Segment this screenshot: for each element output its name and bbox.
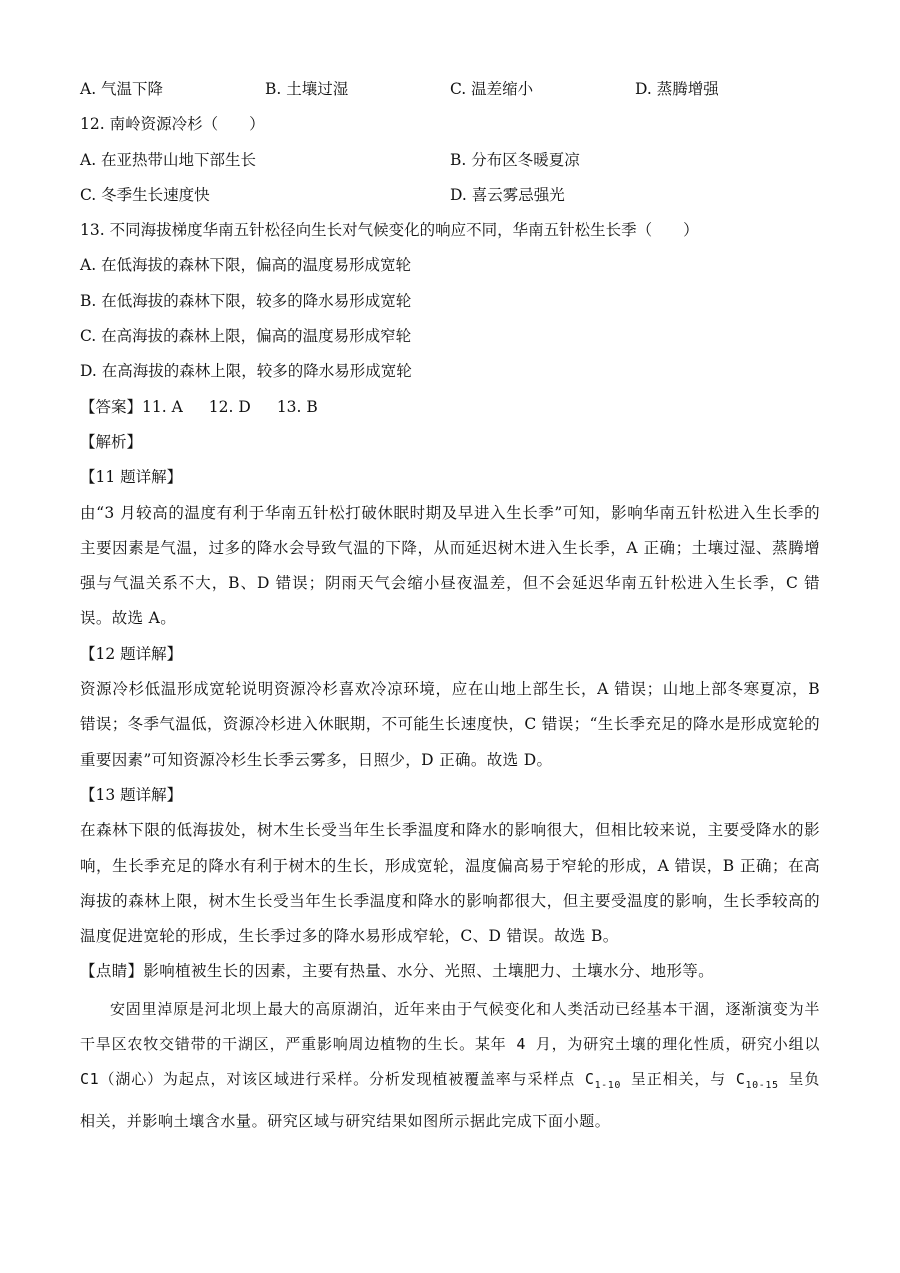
- q12-option-a[interactable]: A. 在亚热带山地下部生长: [80, 150, 257, 169]
- passage-part-1: 安固里淖原是河北坝上最大的高原湖泊，近年来由于气候变化和人类活动已经基本干涸，逐渐演变为半干旱区农牧交错带的干湖区，严重影响周边植物的生长。某年 4 月，为研究土壤的理化性质，研究小组以 C1（湖心）为起点，对该区域进行采样。分析发现植被覆盖率与采样点 C: [80, 999, 820, 1089]
- q13-option-d[interactable]: D. 在高海拔的森林上限，较多的降水易形成宽轮: [80, 362, 412, 381]
- q12-option-c[interactable]: C. 冬季生长速度快: [80, 185, 210, 204]
- q11-options: [80, 72, 820, 107]
- detail-11-title: 【11 题详解】: [80, 468, 183, 487]
- answer-13: 13. B: [276, 397, 318, 416]
- document-page: [80, 72, 820, 1139]
- detail-12-title: 【12 题详解】: [80, 644, 183, 663]
- passage-sub-1: 1-10: [594, 1080, 622, 1092]
- q13-option-b[interactable]: B. 在低海拔的森林下限，较多的降水易形成宽轮: [80, 291, 412, 310]
- tip-line: [80, 954, 820, 989]
- q12-stem: 12. 南岭资源冷杉（ ）: [80, 115, 265, 134]
- q13-option-a[interactable]: A. 在低海拔的森林下限，偏高的温度易形成宽轮: [80, 256, 412, 275]
- q12-options-row-2: [80, 178, 820, 213]
- tip-label: 【点睛】: [80, 962, 144, 981]
- answer-line: [80, 390, 820, 425]
- q12-options-row-1: [80, 143, 820, 178]
- q11-option-b[interactable]: B. 土壤过湿: [265, 80, 349, 98]
- answer-label: 【答案】: [80, 397, 143, 416]
- passage-sub-2: 10-15: [745, 1080, 779, 1092]
- q12-option-b[interactable]: B. 分布区冬暖夏凉: [450, 150, 580, 169]
- q13-option-c[interactable]: C. 在高海拔的森林上限，偏高的温度易形成窄轮: [80, 327, 412, 346]
- passage-part-2: 呈正相关，与 C: [621, 1070, 746, 1089]
- q12-option-d[interactable]: D. 喜云雾忌强光: [450, 185, 565, 204]
- q11-option-d[interactable]: D. 蒸腾增强: [635, 80, 719, 98]
- q11-option-c[interactable]: C. 温差缩小: [450, 80, 534, 98]
- reading-passage: [80, 992, 820, 1139]
- detail-11-text: 由“3 月较高的温度有利于华南五针松打破休眠时期及早进入生长季”可知，影响华南五针松进入生长季的主要因素是气温，过多的降水会导致气温的下降，从而延迟树木进入生长季，A 正确；土壤过湿、蒸腾增强与气温关系不大，B、D 错误；阴雨天气会缩小昼夜温差，但不会延迟华南五针松进入生长季，C 错误。故选 A。: [80, 503, 820, 628]
- passage-part-3: 呈负相关，并影响土壤含水量。研究区域与研究结果如图所示据此完成下面小题。: [80, 1070, 820, 1130]
- analysis-label: 【解析】: [80, 432, 143, 451]
- detail-13-text: 在森林下限的低海拔处，树木生长受当年生长季温度和降水的影响很大，但相比较来说，主要受降水的影响，生长季充足的降水有利于树木的生长，形成宽轮，温度偏高易于窄轮的形成，A 错误，B 正确；在高海拔的森林上限，树木生长受当年生长季温度和降水的影响都很大，但主要受温度的影响，生长季较高的温度促进宽轮的形成，生长季过多的降水易形成窄轮，C、D 错误。故选 B。: [80, 821, 820, 946]
- answer-12: 12. D: [208, 397, 251, 416]
- answer-11: 11. A: [142, 397, 183, 416]
- detail-13-title: 【13 题详解】: [80, 785, 183, 804]
- q13-stem: 13. 不同海拔梯度华南五针松径向生长对气候变化的响应不同，华南五针松生长季（ ）: [80, 221, 699, 240]
- q11-option-a[interactable]: A. 气温下降: [80, 80, 164, 98]
- detail-12-text: 资源冷杉低温形成宽轮说明资源冷杉喜欢冷凉环境，应在山地上部生长，A 错误；山地上部冬寒夏凉，B 错误；冬季气温低，资源冷杉进入休眠期，不可能生长速度快，C 错误；“生长季充足的降水是形成宽轮的重要因素”可知资源冷杉生长季云雾多，日照少，D 正确。故选 D。: [80, 680, 820, 769]
- tip-text: 影响植被生长的因素，主要有热量、水分、光照、土壤肥力、土壤水分、地形等。: [143, 962, 715, 981]
